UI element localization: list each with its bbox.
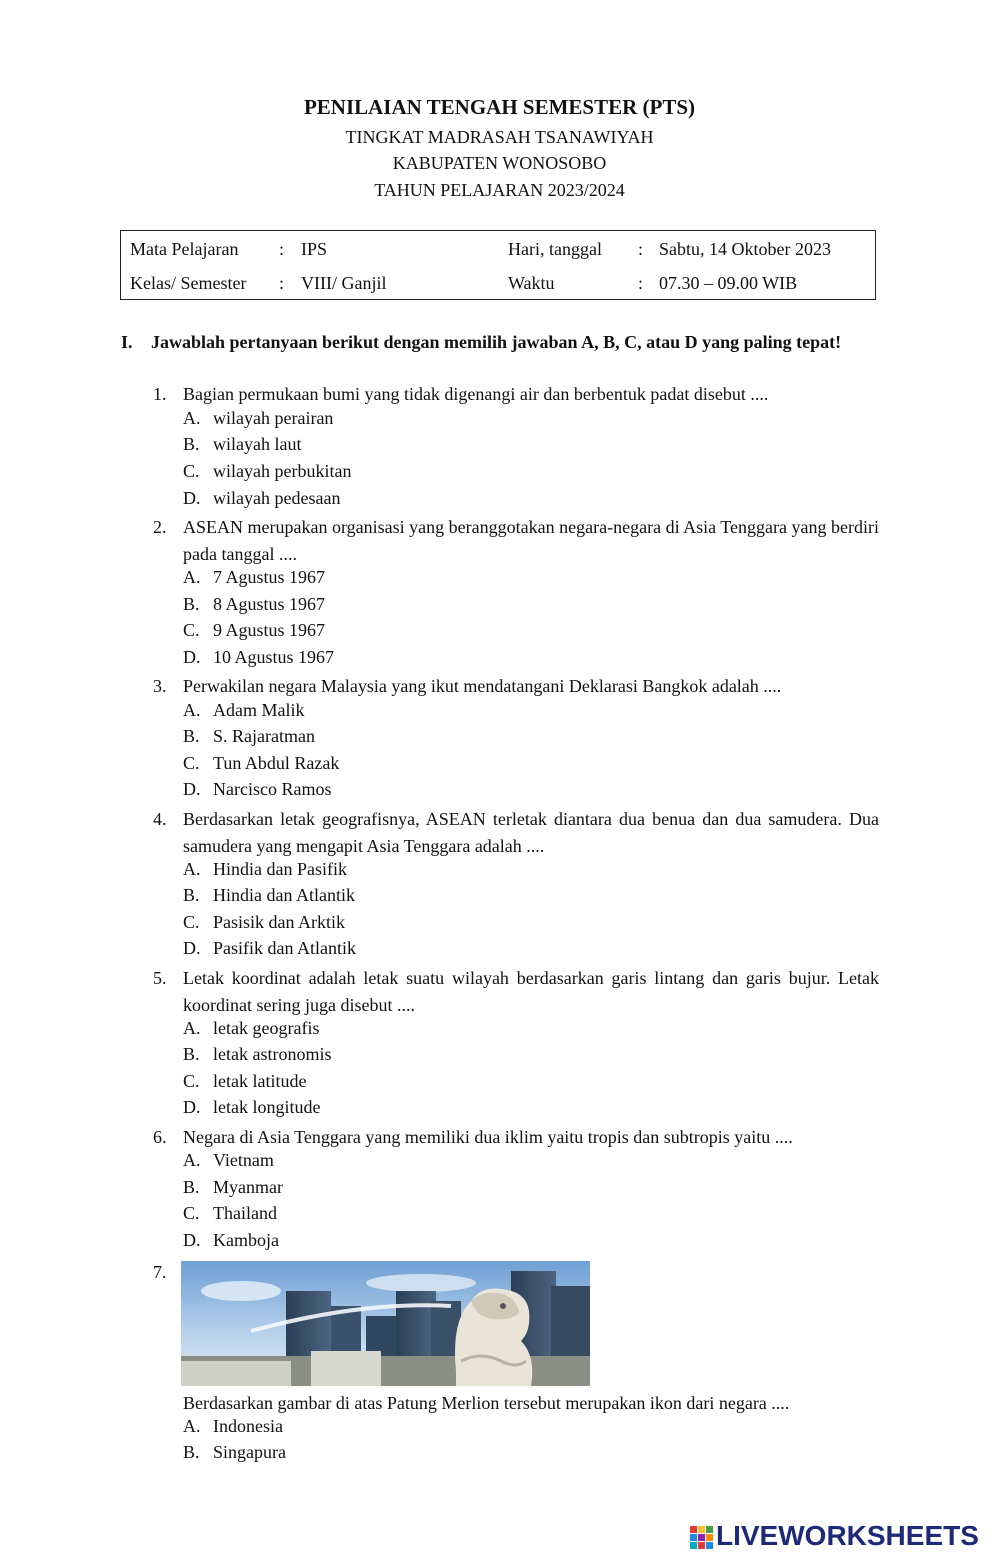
option-letter: B. <box>183 1044 200 1064</box>
question-text: Berdasarkan letak geografisnya, ASEAN terletak diantara dua benua dan dua samudera. Dua samudera yang mengapit Asia Tenggara adalah .... <box>183 809 879 856</box>
section-instruction <box>121 329 881 355</box>
option-letter: B. <box>183 1177 200 1197</box>
option-1d[interactable] <box>183 488 340 509</box>
question-text: Letak koordinat adalah letak suatu wilayah berdasarkan garis lintang dan garis bujur. Letak koordinat sering juga disebut .... <box>183 968 879 1015</box>
academic-year: TAHUN PELAJARAN 2023/2024 <box>374 180 625 200</box>
option-text: Indonesia <box>213 1416 283 1436</box>
question-number: 5. <box>153 968 167 988</box>
option-text: letak astronomis <box>213 1044 332 1064</box>
option-letter: A. <box>183 859 201 879</box>
option-text: Vietnam <box>213 1150 274 1170</box>
question-text: ASEAN merupakan organisasi yang beranggotakan negara-negara di Asia Tenggara yang berdiri pada tanggal .... <box>183 517 879 564</box>
option-letter: A. <box>183 1018 201 1038</box>
class-value: VIII/ Ganjil <box>301 273 387 293</box>
option-1b[interactable] <box>183 434 301 455</box>
exam-info-box <box>120 230 876 300</box>
question-number: 6. <box>153 1127 167 1147</box>
option-text: letak latitude <box>213 1071 307 1091</box>
option-5b[interactable] <box>183 1044 331 1065</box>
option-text: Kamboja <box>213 1230 279 1250</box>
option-text: Thailand <box>213 1203 277 1223</box>
option-text: S. Rajaratman <box>213 726 315 746</box>
option-letter: D. <box>183 647 201 667</box>
colon: : <box>279 239 285 259</box>
option-3c[interactable] <box>183 753 339 774</box>
subject-label: Mata Pelajaran <box>130 239 239 259</box>
question-text: Berdasarkan gambar di atas Patung Merlion tersebut merupakan ikon dari negara .... <box>183 1393 790 1413</box>
question-number: 7. <box>153 1262 167 1282</box>
option-text: wilayah perairan <box>213 408 334 428</box>
option-letter: D. <box>183 938 201 958</box>
section-number: I. <box>121 332 133 352</box>
option-letter: A. <box>183 408 201 428</box>
option-letter: D. <box>183 1097 201 1117</box>
option-text: Tun Abdul Razak <box>213 753 340 773</box>
question-number: 4. <box>153 809 167 829</box>
school-level: TINGKAT MADRASAH TSANAWIYAH <box>345 127 654 147</box>
option-letter: D. <box>183 488 201 508</box>
instruction-text: Jawablah pertanyaan berikut dengan memilih jawaban A, B, C, atau D yang paling tepat! <box>151 332 842 352</box>
option-text: Adam Malik <box>213 700 305 720</box>
option-2d[interactable] <box>183 647 334 668</box>
regency: KABUPATEN WONOSOBO <box>392 153 607 173</box>
option-7a[interactable] <box>183 1416 283 1437</box>
option-3b[interactable] <box>183 726 315 747</box>
option-text: 7 Agustus 1967 <box>213 567 326 587</box>
option-2a[interactable] <box>183 567 325 588</box>
date-label: Hari, tanggal <box>508 239 602 259</box>
option-letter: A. <box>183 567 201 587</box>
question-text: Perwakilan negara Malaysia yang ikut mendatangani Deklarasi Bangkok adalah .... <box>183 676 782 696</box>
colon: : <box>638 273 644 293</box>
option-4d[interactable] <box>183 938 356 959</box>
date-value: Sabtu, 14 Oktober 2023 <box>659 239 831 259</box>
option-text: 9 Agustus 1967 <box>213 620 326 640</box>
option-text: Pasisik dan Arktik <box>213 912 346 932</box>
liveworksheets-icon <box>690 1526 714 1550</box>
time-value: 07.30 – 09.00 WIB <box>659 273 798 293</box>
option-text: wilayah laut <box>213 434 302 454</box>
option-text: letak geografis <box>213 1018 320 1038</box>
class-label: Kelas/ Semester <box>130 273 247 293</box>
option-3a[interactable] <box>183 700 305 721</box>
option-6c[interactable] <box>183 1203 277 1224</box>
option-letter: C. <box>183 1203 200 1223</box>
colon: : <box>279 273 285 293</box>
colon: : <box>638 239 644 259</box>
option-text: letak longitude <box>213 1097 321 1117</box>
option-text: Pasifik dan Atlantik <box>213 938 356 958</box>
option-6b[interactable] <box>183 1177 283 1198</box>
merlion-illustration <box>181 1261 590 1386</box>
option-6d[interactable] <box>183 1230 279 1251</box>
option-text: Hindia dan Atlantik <box>213 885 355 905</box>
option-letter: A. <box>183 1416 201 1436</box>
option-letter: C. <box>183 620 200 640</box>
exam-title: PENILAIAN TENGAH SEMESTER (PTS) <box>303 95 696 119</box>
option-letter: C. <box>183 461 200 481</box>
question-number: 2. <box>153 517 167 537</box>
option-text: Hindia dan Pasifik <box>213 859 347 879</box>
option-text: 8 Agustus 1967 <box>213 594 326 614</box>
option-text: 10 Agustus 1967 <box>213 647 335 667</box>
subject-value: IPS <box>301 239 328 259</box>
question-text: Bagian permukaan bumi yang tidak digenangi air dan berbentuk padat disebut .... <box>183 384 769 404</box>
option-letter: C. <box>183 753 200 773</box>
option-4a[interactable] <box>183 859 347 880</box>
option-text: Narcisco Ramos <box>213 779 332 799</box>
option-2c[interactable] <box>183 620 325 641</box>
option-5a[interactable] <box>183 1018 319 1039</box>
option-4c[interactable] <box>183 912 345 933</box>
option-1a[interactable] <box>183 408 333 429</box>
option-text: Singapura <box>213 1442 286 1462</box>
option-letter: B. <box>183 885 200 905</box>
option-letter: B. <box>183 726 200 746</box>
option-letter: C. <box>183 1071 200 1091</box>
option-letter: D. <box>183 779 201 799</box>
option-text: wilayah pedesaan <box>213 488 341 508</box>
option-letter: A. <box>183 700 201 720</box>
option-2b[interactable] <box>183 594 325 615</box>
option-letter: B. <box>183 434 200 454</box>
option-5d[interactable] <box>183 1097 320 1118</box>
option-letter: A. <box>183 1150 201 1170</box>
option-7b[interactable] <box>183 1442 286 1463</box>
option-letter: B. <box>183 594 200 614</box>
question-text: Negara di Asia Tenggara yang memiliki dua iklim yaitu tropis dan subtropis yaitu .... <box>183 1127 793 1147</box>
liveworksheets-wordmark: LIVEWORKSHEETS <box>716 1520 979 1551</box>
option-text: Myanmar <box>213 1177 283 1197</box>
option-4b[interactable] <box>183 885 355 906</box>
option-letter: D. <box>183 1230 201 1250</box>
option-letter: C. <box>183 912 200 932</box>
time-label: Waktu <box>508 273 555 293</box>
option-1c[interactable] <box>183 461 351 482</box>
option-6a[interactable] <box>183 1150 274 1171</box>
option-text: wilayah perbukitan <box>213 461 352 481</box>
question-number: 1. <box>153 384 167 404</box>
option-letter: B. <box>183 1442 200 1462</box>
option-5c[interactable] <box>183 1071 306 1092</box>
question-number: 3. <box>153 676 167 696</box>
merlion-image <box>181 1261 590 1386</box>
option-3d[interactable] <box>183 779 331 800</box>
